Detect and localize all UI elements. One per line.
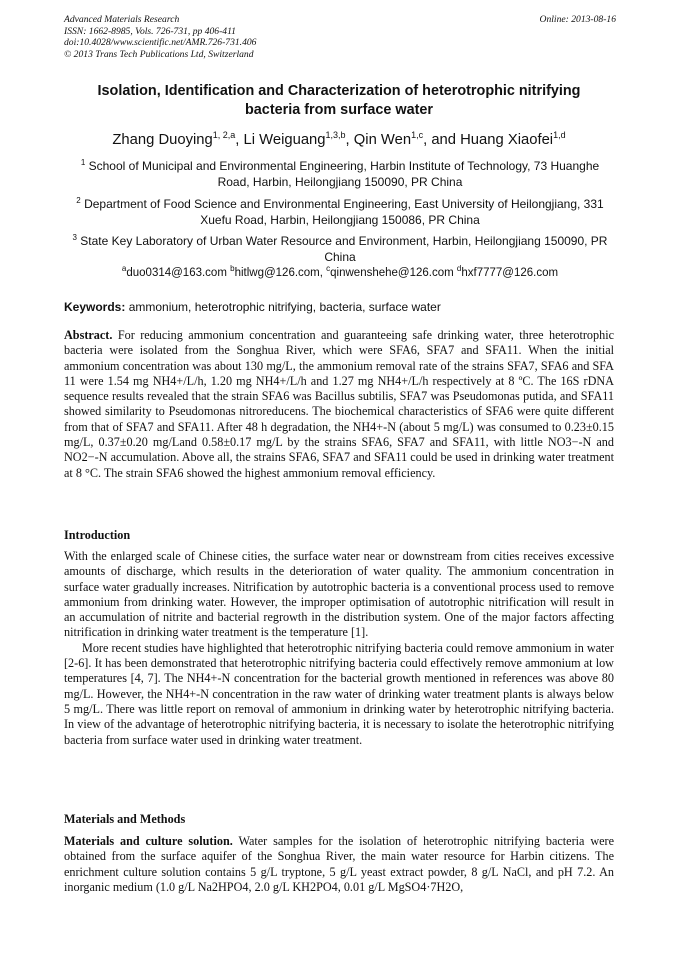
methods-text: Water samples for the isolation of heterotrophic nitrifying bacteria were obtained from the surface aquifer of the Songhua River, the main water resource for Harbin citizens. The enrichment culture solution contains 5 g/L tryptone, 5 g/L yeast extract powder, 8 g/L NaCl, and pH 7.2. An inorganic medium (1.0 g/L Na2HPO4, 2.0 g/L KH2PO4, 0.01 g/L MgSO4·7H2O,	[64, 834, 614, 894]
affiliation-text: State Key Laboratory of Urban Water Resource and Environment, Harbin, Heilongjiang 150090, PR China	[80, 234, 608, 264]
keywords	[64, 300, 441, 314]
author-name: Qin Wen	[353, 131, 412, 148]
email-link[interactable]: qinwenshehe@126.com	[330, 266, 454, 279]
affiliation-3	[64, 230, 616, 265]
journal-copyright: © 2013 Trans Tech Publications Ltd, Switzerland	[64, 48, 254, 60]
paper-title	[60, 82, 618, 120]
author-affil-mark: 1, 2,a	[212, 130, 236, 140]
email-mark: d	[456, 264, 462, 273]
online-date: Online: 2013-08-16	[539, 14, 616, 25]
abstract-text: For reducing ammonium concentration and guaranteeing safe drinking water, three heterotrophic bacteria were isolated from the Songhua River, which were SFA6, SFA7 and SFA11. When the initial ammonium concentration was about 130 mg/L, the ammonium removal rate of the strains SFA7, SFA6 and SFA 11 were 1.54 mg NH4+/L/h, 1.20 mg NH4+/L/h and 1.27 mg NH4+/L/h respectively at 8 ºC. The 16S rDNA sequence results revealed that the strain SFA6 was Bacillus subtilis, SFA7 was Pseudomonas putida, and SFA11 showed similarity to Pseudomonas nitroreducens. The biochemical characteristics of SFA6 were quite different from that of SFA7 and SFA11. After 48 h degradation, the NH4+-N (about 5 mg/L) was consumed to 0.23±0.15 mg/L, 0.37±0.20 mg/Land 0.58±0.17 mg/L by the strains SFA6, SFA7 and SFA11, with little NO3−-N and NO2−-N accumulation. Above all, the strains SFA6, SFA7 and SFA11 could be used in drinking water treatment at 8 °C. The strain SFA6 showed the highest ammonium removal efficiency.	[64, 328, 614, 480]
journal-header	[64, 14, 256, 60]
keywords-text: ammonium, heterotrophic nitrifying, bacteria, surface water	[128, 300, 441, 314]
journal-name: Advanced Materials Research	[64, 14, 180, 25]
methods-heading: Materials and Methods	[64, 812, 186, 826]
introduction-body	[64, 549, 614, 748]
affiliation-text: School of Municipal and Environmental Engineering, Harbin Institute of Technology, 73 Huanghe Road, Harbin, Heilongjiang 150090, PR China	[88, 159, 600, 189]
title-line-1: Isolation, Identification and Characterization of heterotrophic nitrifying	[97, 83, 581, 99]
title-line-2: bacteria from surface water	[245, 102, 433, 118]
affiliation-number: 1	[80, 158, 86, 167]
email-mark: b	[230, 264, 235, 273]
author-list: Zhang Duoying$^{1, 2,a}$, Li Weiguang$^{1,3,b}$, Qin Wen$^{1,c}$, and Huang Xiaofei$^{1,d}$	[112, 130, 566, 148]
intro-paragraph-2: More recent studies have highlighted that heterotrophic nitrifying bacteria could remove ammonium in water [2-6]. It has been demonstrated that heterotrophic nitrifying bacteria could effectively remove ammonium at low temperatures [4, 7]. The NH4+-N concentration for the bacterial growth mentioned in references was above 80 mg/L. However, the NH4+-N concentration in the raw water of drinking water treatment plants is always below 5 mg/L. There was little report on removal of ammonium in drinking water by heterotrophic nitrifying bacteria. In view of the advantage of heterotrophic nitrifying bacteria, it is necessary to isolate the heterotrophic nitrifying bacteria from surface water used in drinking water treatment.	[64, 640, 614, 747]
author-affil-mark: 1,d	[553, 130, 566, 140]
introduction-heading: Introduction	[64, 528, 131, 542]
author-affil-mark: 1,3,b	[325, 130, 346, 140]
affiliation-number: 2	[76, 196, 81, 205]
intro-paragraph-1: With the enlarged scale of Chinese cities, the surface water near or downstream from cities receives excessive amounts of discharge, which results in the deterioration of water quality. The ammonium concentration in surface water gradually increases. Nitrification by autotrophic bacteria is a conventional process used to remove ammonium from drinking water. However, the improper optimisation of autotrophic nitrification will result in an accumulation of nitrite and bacterial regrowth in the distribution system. One of the major factors affecting nitrification in drinking water treatment is the temperature [1].	[64, 549, 614, 640]
email-link[interactable]: hitlwg@126.com	[234, 266, 320, 279]
methods-subheading: Materials and culture solution.	[64, 834, 233, 848]
abstract-label: Abstract.	[64, 328, 113, 342]
journal-doi: doi:10.4028/www.scientific.net/AMR.726-731.406	[64, 37, 257, 49]
journal-issn: ISSN: 1662-8985, Vols. 726-731, pp 406-411	[64, 25, 236, 37]
affiliation-2	[64, 193, 616, 228]
keywords-label: Keywords:	[64, 300, 126, 314]
author-name: Li Weiguang	[243, 131, 326, 148]
email-link[interactable]: duo0314@163.com	[126, 266, 227, 279]
email-list: $^a$duo0314@163.com $^b$hitlwg@126.com, $^c$qinwenshehe@126.com $^d$hxf7777@126.com	[121, 264, 559, 279]
author-name: Huang Xiaofei	[460, 131, 554, 148]
abstract	[64, 328, 614, 481]
author-affil-mark: 1,c	[411, 130, 424, 140]
author-name: Zhang Duoying	[112, 131, 213, 148]
email-link[interactable]: hxf7777@126.com	[461, 266, 559, 279]
affiliation-text: Department of Food Science and Environmental Engineering, East University of Heilongjiang, 331 Xuefu Road, Harbin, Heilongjiang 150086, PR China	[84, 197, 604, 227]
email-mark: a	[121, 264, 127, 273]
email-mark: c	[326, 264, 331, 273]
affiliation-1	[64, 155, 616, 190]
methods-body	[64, 834, 614, 895]
affiliation-number: 3	[72, 233, 77, 242]
